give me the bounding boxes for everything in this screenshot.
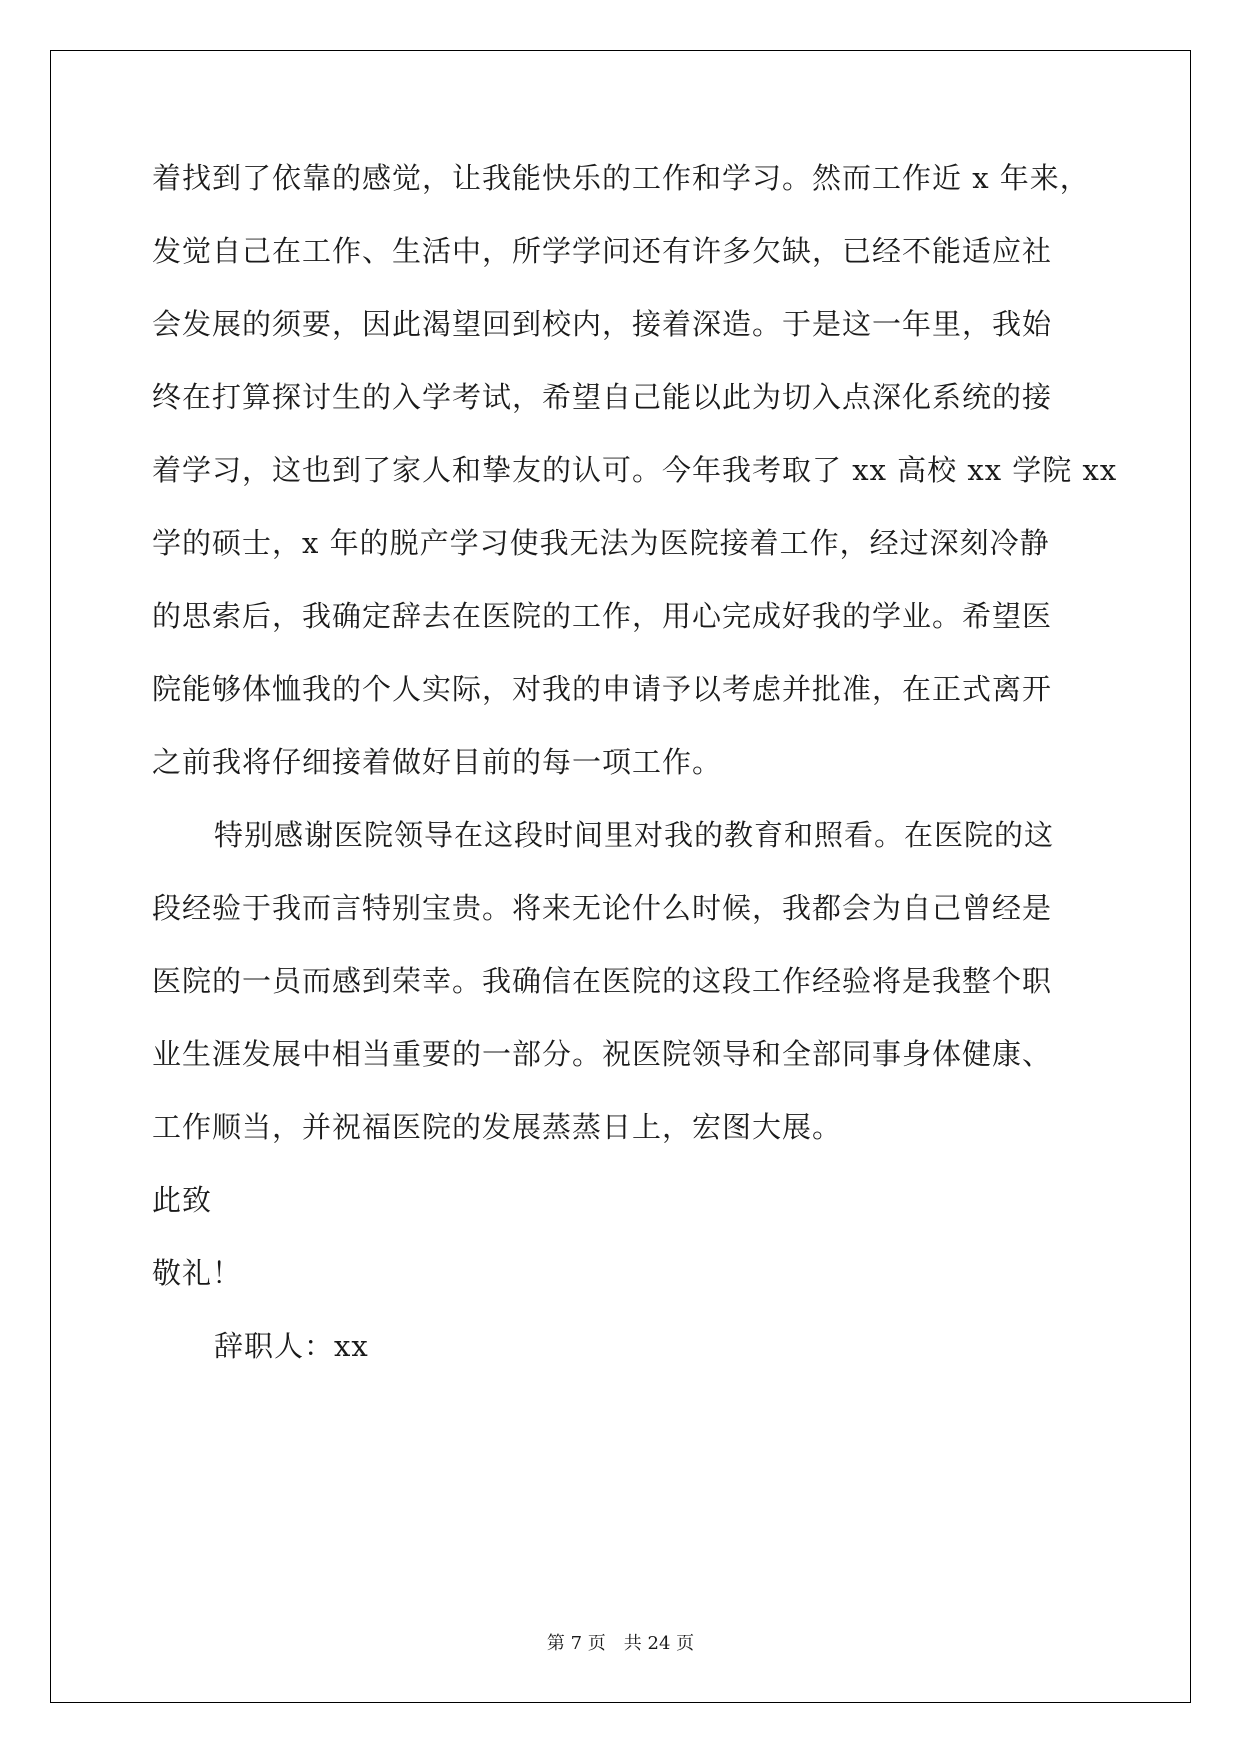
text-line: 会发展的须要，因此渴望回到校内，接着深造。于是这一年里，我始 (152, 307, 1053, 341)
text-line: 业生涯发展中相当重要的一部分。祝医院领导和全部同事身体健康、 (152, 1037, 1053, 1071)
text-line: 终在打算探讨生的入学考试，希望自己能以此为切入点深化系统的接 (152, 380, 1053, 414)
page-frame (50, 50, 1191, 1703)
text-line: 段经验于我而言特别宝贵。将来无论什么时候，我都会为自己曾经是 (152, 891, 1053, 925)
text-line: 学的硕士，x 年的脱产学习使我无法为医院接着工作，经过深刻冷静 (152, 526, 1050, 560)
closing-regards: 敬礼！ (152, 1256, 243, 1290)
text-line: 发觉自己在工作、生活中，所学学问还有许多欠缺，已经不能适应社 (152, 234, 1053, 268)
text-line: 院能够体恤我的个人实际，对我的申请予以考虑并批准，在正式离开 (152, 672, 1053, 706)
text-line: 工作顺当，并祝福医院的发展蒸蒸日上，宏图大展。 (152, 1110, 843, 1144)
text-line: 特别感谢医院领导在这段时间里对我的教育和照看。在医院的这 (214, 818, 1055, 852)
text-line: 着找到了依靠的感觉，让我能快乐的工作和学习。然而工作近 x 年来， (152, 161, 1090, 195)
text-line: 的思索后，我确定辞去在医院的工作，用心完成好我的学业。希望医 (152, 599, 1053, 633)
text-line: 着学习，这也到了家人和挚友的认可。今年我考取了 xx 高校 xx 学院 xx (152, 453, 1118, 487)
text-line: 之前我将仔细接着做好目前的每一项工作。 (152, 745, 723, 779)
page-number-footer: 第 7 页 共 24 页 (546, 1633, 695, 1654)
text-line: 医院的一员而感到荣幸。我确信在医院的这段工作经验将是我整个职 (152, 964, 1053, 998)
closing-salutation: 此致 (152, 1183, 213, 1217)
signature: 辞职人：xx (214, 1329, 369, 1363)
